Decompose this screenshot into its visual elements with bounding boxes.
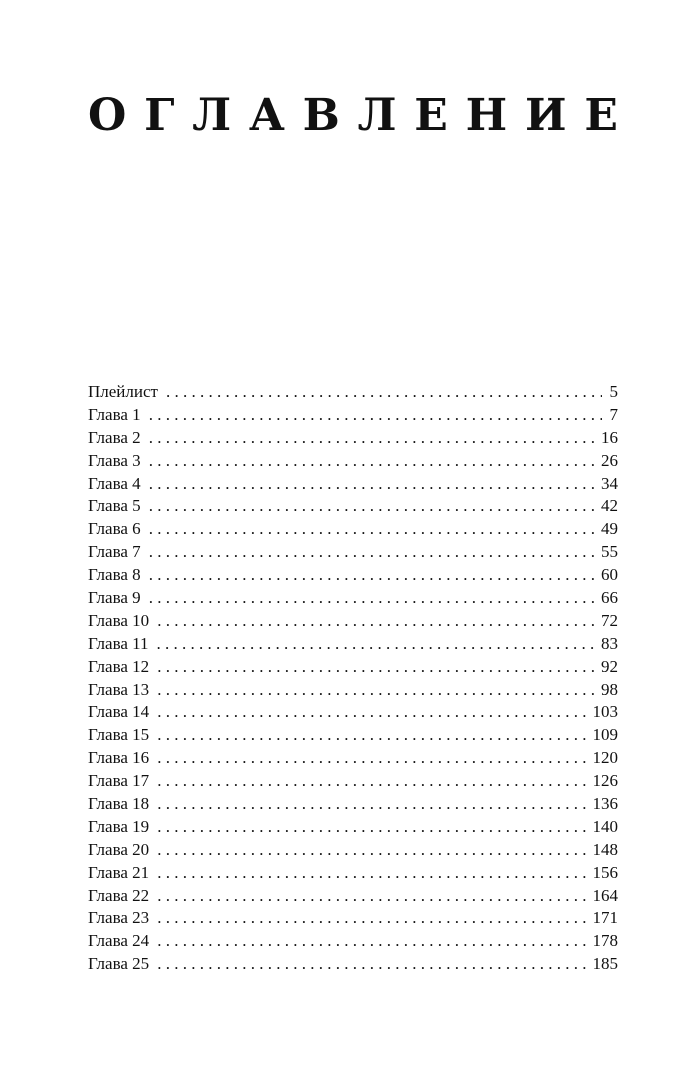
- toc-entry-page: 98: [601, 679, 618, 699]
- toc-entry-page: 185: [592, 954, 618, 974]
- toc-entry[interactable]: [88, 610, 618, 633]
- toc-entry-page: 49: [601, 519, 618, 539]
- toc-entry-page: 34: [601, 473, 618, 493]
- toc-entry-label: Глава 25: [88, 954, 150, 974]
- dot-leader: [166, 381, 602, 404]
- toc-entry-page: 16: [601, 427, 618, 447]
- toc-entry-page: 148: [592, 839, 618, 859]
- toc-entry[interactable]: [88, 495, 618, 518]
- toc-entry-page: 126: [592, 771, 618, 791]
- toc-entry-page: 156: [592, 862, 618, 882]
- toc-entry[interactable]: [88, 564, 618, 587]
- toc-entry-label: Глава 3: [88, 450, 141, 470]
- toc-entry-label: Глава 13: [88, 679, 150, 699]
- dot-leader: [149, 541, 595, 564]
- toc-entry-label: Глава 18: [88, 794, 150, 814]
- dot-leader: [157, 839, 586, 862]
- toc-entry-label: Глава 24: [88, 931, 150, 951]
- toc-entry-page: 109: [592, 725, 618, 745]
- toc-entry[interactable]: [88, 518, 618, 541]
- dot-leader: [157, 633, 595, 656]
- dot-leader: [149, 450, 595, 473]
- page-title: О Г Л А В Л Е Н И Е: [88, 90, 618, 141]
- toc-entry-page: 66: [601, 588, 618, 608]
- toc-entry-page: 178: [592, 931, 618, 951]
- toc-entry-label: Глава 2: [88, 427, 141, 447]
- dot-leader: [157, 747, 586, 770]
- toc-entry[interactable]: [88, 816, 618, 839]
- dot-leader: [157, 930, 586, 953]
- toc-entry[interactable]: [88, 656, 618, 679]
- toc-entry-label: Глава 7: [88, 542, 141, 562]
- toc-entry-label: Глава 8: [88, 565, 141, 585]
- dot-leader: [149, 587, 595, 610]
- toc-entry-label: Глава 11: [88, 633, 149, 653]
- toc-entry-page: 83: [601, 633, 618, 653]
- toc-entry-label: Глава 15: [88, 725, 150, 745]
- toc-entry[interactable]: [88, 404, 618, 427]
- toc-entry-label: Глава 16: [88, 748, 150, 768]
- dot-leader: [157, 885, 586, 908]
- toc-entry-page: 92: [601, 656, 618, 676]
- dot-leader: [157, 862, 586, 885]
- dot-leader: [149, 427, 595, 450]
- toc-entry-page: 60: [601, 565, 618, 585]
- toc-entry[interactable]: [88, 701, 618, 724]
- toc-entry-page: 5: [609, 382, 618, 401]
- dot-leader: [157, 770, 586, 793]
- dot-leader: [157, 679, 595, 702]
- toc-entry-label: Глава 17: [88, 771, 150, 791]
- toc-entry[interactable]: [88, 587, 618, 610]
- toc-entry[interactable]: [88, 885, 618, 908]
- toc-entry[interactable]: [88, 907, 618, 930]
- toc-entry[interactable]: [88, 862, 618, 885]
- toc-entry[interactable]: [88, 427, 618, 450]
- toc-entry-page: 140: [592, 816, 618, 836]
- toc-entry-label: Глава 10: [88, 610, 150, 630]
- toc-entry[interactable]: [88, 633, 618, 656]
- toc-entry-page: 171: [592, 908, 618, 928]
- toc-entry-label: Глава 5: [88, 496, 141, 516]
- toc-entry-label: Глава 23: [88, 908, 150, 928]
- table-of-contents: [88, 381, 618, 976]
- dot-leader: [157, 610, 595, 633]
- toc-entry-page: 120: [592, 748, 618, 768]
- toc-entry-label: Глава 12: [88, 656, 150, 676]
- toc-entry[interactable]: [88, 793, 618, 816]
- toc-entry-page: 136: [592, 794, 618, 814]
- toc-entry[interactable]: [88, 679, 618, 702]
- toc-entry-page: 103: [592, 702, 618, 722]
- toc-entry-page: 72: [601, 610, 618, 630]
- dot-leader: [157, 907, 586, 930]
- dot-leader: [157, 793, 586, 816]
- toc-entry[interactable]: [88, 450, 618, 473]
- toc-entry-label: Глава 19: [88, 816, 150, 836]
- toc-entry[interactable]: [88, 930, 618, 953]
- dot-leader: [149, 404, 602, 427]
- toc-entry-page: 26: [601, 450, 618, 470]
- dot-leader: [149, 473, 595, 496]
- toc-entry-label: Глава 4: [88, 473, 141, 493]
- toc-entry-page: 42: [601, 496, 618, 516]
- toc-entry-label: Плейлист: [88, 382, 158, 401]
- dot-leader: [157, 701, 586, 724]
- dot-leader: [149, 495, 595, 518]
- toc-entry-label: Глава 9: [88, 588, 141, 608]
- toc-entry-label: Глава 1: [88, 404, 141, 424]
- toc-entry[interactable]: [88, 953, 618, 976]
- toc-entry-label: Глава 14: [88, 702, 150, 722]
- dot-leader: [157, 724, 586, 747]
- toc-entry-page: 55: [601, 542, 618, 562]
- dot-leader: [149, 518, 595, 541]
- toc-entry-label: Глава 21: [88, 862, 150, 882]
- dot-leader: [157, 953, 586, 976]
- toc-entry-page: 7: [609, 404, 618, 424]
- toc-entry-label: Глава 20: [88, 839, 150, 859]
- toc-entry[interactable]: [88, 747, 618, 770]
- toc-entry-page: 164: [592, 885, 618, 905]
- dot-leader: [157, 816, 586, 839]
- dot-leader: [157, 656, 595, 679]
- toc-entry-label: Глава 22: [88, 885, 150, 905]
- toc-entry[interactable]: [88, 724, 618, 747]
- toc-entry[interactable]: [88, 770, 618, 793]
- toc-entry[interactable]: [88, 541, 618, 564]
- toc-entry[interactable]: [88, 473, 618, 496]
- toc-entry[interactable]: [88, 381, 618, 404]
- toc-entry[interactable]: [88, 839, 618, 862]
- toc-entry-label: Глава 6: [88, 519, 141, 539]
- dot-leader: [149, 564, 595, 587]
